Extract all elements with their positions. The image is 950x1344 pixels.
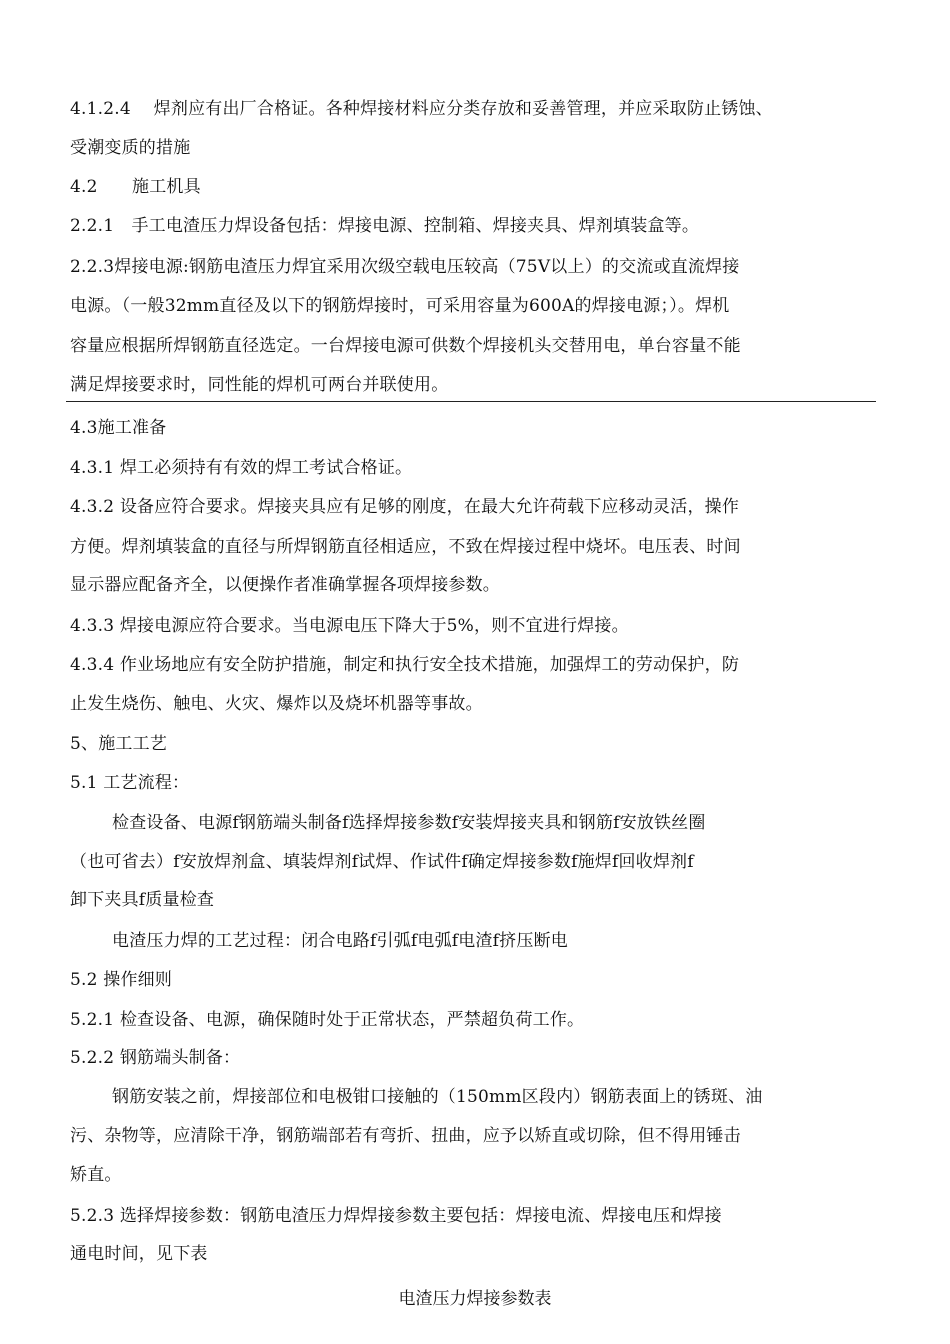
horizontal-divider	[66, 401, 876, 402]
paragraph-line: 4.3.3 焊接电源应符合要求。当电源电压下降大于5%，则不宜进行焊接。	[70, 616, 629, 636]
paragraph-line: 电源。（一般32mm直径及以下的钢筋焊接时，可采用容量为600A的焊接电源；）。焊机	[70, 296, 730, 316]
paragraph-line: 4.3.2 设备应符合要求。焊接夹具应有足够的刚度，在最大允许荷载下应移动灵活，操作	[70, 497, 740, 517]
section-heading: 5、施工工艺	[70, 734, 168, 754]
section-heading: 5.2 操作细则	[70, 970, 173, 990]
paragraph-line: 5.2.1 检查设备、电源，确保随时处于正常状态，严禁超负荷工作。	[70, 1010, 585, 1030]
paragraph-line: 通电时间，见下表	[70, 1244, 208, 1264]
paragraph-line: 2.2.1 手工电渣压力焊设备包括：焊接电源、控制箱、焊接夹具、焊剂填装盒等。	[70, 216, 700, 236]
paragraph-line: 4.3.1 焊工必须持有有效的焊工考试合格证。	[70, 458, 413, 478]
paragraph-line: 止发生烧伤、触电、火灾、爆炸以及烧坏机器等事故。	[70, 694, 483, 714]
paragraph-line: 矫直。	[70, 1165, 122, 1185]
paragraph-line: 卸下夹具f质量检查	[70, 890, 215, 910]
paragraph-line: 方便。焊剂填装盒的直径与所焊钢筋直径相适应，不致在焊接过程中烧坏。电压表、时间	[70, 537, 741, 557]
paragraph-line: 钢筋安装之前，焊接部位和电极钳口接触的（150mm区段内）钢筋表面上的锈斑、油	[112, 1087, 763, 1107]
paragraph-line: 显示器应配备齐全，以便操作者准确掌握各项焊接参数。	[70, 575, 500, 595]
paragraph-line: 容量应根据所焊钢筋直径选定。一台焊接电源可供数个焊接机头交替用电，单台容量不能	[70, 336, 741, 356]
paragraph-line: 4.1.2.4 焊剂应有出厂合格证。各种焊接材料应分类存放和妥善管理，并应采取防止锈蚀、	[70, 99, 773, 119]
paragraph-line: 5.2.3 选择焊接参数：钢筋电渣压力焊焊接参数主要包括：焊接电流、焊接电压和焊接	[70, 1206, 722, 1226]
paragraph-line: 满足焊接要求时，同性能的焊机可两台并联使用。	[70, 375, 449, 395]
section-heading: 4.2 施工机具	[70, 177, 201, 197]
section-heading: 4.3施工准备	[70, 418, 167, 438]
paragraph-line: 2.2.3焊接电源:钢筋电渣压力焊宜采用次级空载电压较高（75V以上）的交流或直流焊接	[70, 257, 740, 277]
section-heading: 5.1 工艺流程：	[70, 773, 190, 793]
paragraph-line: 污、杂物等，应清除干净，钢筋端部若有弯折、扭曲，应予以矫直或切除，但不得用锤击	[70, 1126, 741, 1146]
paragraph-line: 电渣压力焊的工艺过程：闭合电路f引弧f电弧f电渣f挤压断电	[112, 931, 568, 951]
table-caption: 电渣压力焊接参数表	[398, 1289, 552, 1309]
paragraph-line: 5.2.2 钢筋端头制备：	[70, 1048, 241, 1068]
paragraph-line: 4.3.4 作业场地应有安全防护措施，制定和执行安全技术措施，加强焊工的劳动保护，防	[70, 655, 740, 675]
paragraph-line: 受潮变质的措施	[70, 138, 191, 158]
paragraph-line: （也可省去）f安放焊剂盒、填装焊剂f试焊、作试件f确定焊接参数f施焊f回收焊剂f	[70, 852, 694, 872]
paragraph-line: 检查设备、电源f钢筋端头制备f选择焊接参数f安装焊接夹具和钢筋f安放铁丝圈	[112, 813, 706, 833]
